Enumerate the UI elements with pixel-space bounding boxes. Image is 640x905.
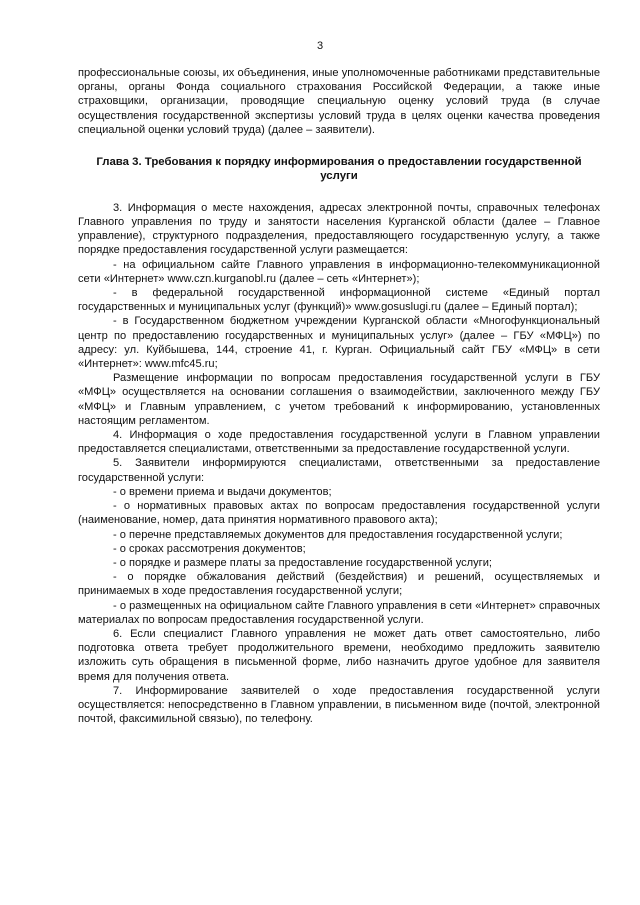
paragraph-5: 5. Заявители информируются специалистами, ответственными за предоставление государственной услуги:: [78, 457, 600, 484]
list-item-appeal: - о порядке обжалования действий (бездействия) и решений, осуществляемых и принимаемых в ходе предоставления государственной услуги;: [78, 571, 600, 598]
list-item-review-terms: - о сроках рассмотрения документов;: [113, 542, 306, 555]
paragraph-3: 3. Информация о месте нахождения, адресах электронной почты, справочных телефонах Главного управления по труду и занятости населения Курганской области (далее – Главное управление), структурного подразделения, предоставляющего государственную услугу, а также порядке предоставления государственной услуги размещается:: [78, 201, 600, 257]
paragraph-7: 7. Информирование заявителей о ходе предоставления государственной услуги осуществляется: непосредственно в Главном управлении, в письменном виде (почтой, электронной почтой, факсимильной связью), по телефону.: [78, 684, 600, 726]
intro-paragraph: профессиональные союзы, их объединения, иные уполномоченные работниками представительные органы, органы Фонда социального страхования Российской Федерации, а также иные страховщики, организации, проводящие специальную оценку условий труда (в случае осуществления государственной экспертизы условий труда в целях оценки качества проведения специальной оценки условий труда) (далее – заявители).: [78, 67, 600, 136]
paragraph-4: 4. Информация о ходе предоставления государственной услуги в Главном управлении предоставляется специалистами, ответственными за предоставление государственной услуги.: [78, 429, 600, 456]
page-number: 3: [316, 40, 324, 52]
list-item-unified-portal: - в федеральной государственной информационной системе «Единый портал государственных и муниципальных услуг (функций)» www.gosuslugi.ru (далее – Единый портал);: [78, 287, 600, 314]
list-item-reference-materials: - о размещенных на официальном сайте Главного управления в сети «Интернет» справочных материалах по вопросам предоставления государственной услуги.: [78, 599, 600, 626]
document-body: [78, 66, 600, 726]
list-item-mfc: - в Государственном бюджетном учреждении Курганской области «Многофункциональный центр по предоставлению государственных и муниципальных услуг» (далее – ГБУ «МФЦ») по адресу: ул. Куйбышева, 144, строение 41, г. Курган. Официальный сайт ГБУ «МФЦ» в сети «Интернет»: www.mfc45.ru;: [78, 315, 600, 371]
list-item-document-list: - о перечне представляемых документов для предоставления государственной услуги;: [113, 528, 563, 541]
list-item-fee: - о порядке и размере платы за предоставление государственной услуги;: [113, 556, 493, 569]
paragraph-mfc-placement: Размещение информации по вопросам предоставления государственной услуги в ГБУ «МФЦ» осуществляется на основании соглашения о взаимодействии, заключенного между ГБУ «МФЦ» и Главным управлением, с учетом требований к информированию, установленных настоящим регламентом.: [78, 372, 600, 427]
paragraph-6: 6. Если специалист Главного управления не может дать ответ самостоятельно, либо подготовка ответа требует продолжительного времени, необходимо предложить заявителю изложить суть обращения в письменной форме, либо назначить другое удобное для заявителя время для получения ответа.: [78, 627, 600, 683]
list-item-official-site: - на официальном сайте Главного управления в информационно-телекоммуникационной сети «Интернет» www.czn.kurganobl.ru (далее – сеть «Интернет»);: [78, 258, 600, 285]
list-item-legal-acts: - о нормативных правовых актах по вопросам предоставления государственной услуги (наименование, номер, дата принятия нормативного правового акта);: [78, 500, 600, 527]
list-item-reception-time: - о времени приема и выдачи документов;: [113, 485, 332, 498]
chapter-title: Глава 3. Требования к порядку информирования о предоставлении государственной услуги: [96, 156, 582, 183]
